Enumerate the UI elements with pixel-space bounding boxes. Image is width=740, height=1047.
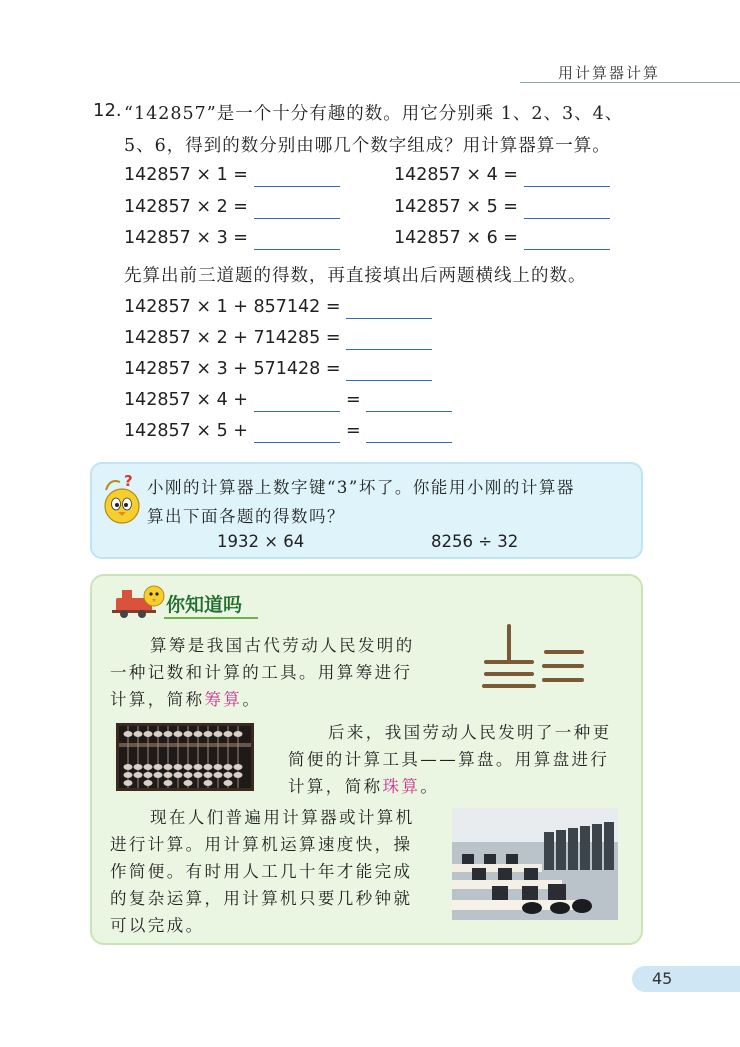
sum-equation-2: 142857 × 2 + 714285 = xyxy=(124,328,341,348)
abacus-text-line3: 计算，简称珠算。 xyxy=(288,777,440,796)
counting-rods-image xyxy=(478,620,588,692)
answer-blank[interactable] xyxy=(254,249,340,250)
computer-text-line4: 的复杂运算，用计算机只要几秒钟就 xyxy=(110,889,413,908)
tip-expression-1: 1932 × 64 xyxy=(217,532,305,551)
answer-blank[interactable] xyxy=(346,349,432,350)
counting-rods-text-line2: 一种记数和计算的工具。用算筹进行 xyxy=(110,663,413,682)
answer-blank[interactable] xyxy=(346,380,432,381)
sum-equation-1: 142857 × 1 + 857142 = xyxy=(124,297,341,317)
tip-expression-2: 8256 ÷ 32 xyxy=(431,532,519,551)
svg-text:?: ? xyxy=(124,472,133,490)
answer-blank[interactable] xyxy=(366,442,452,443)
problem-text-line2: 5、6，得到的数分别由哪几个数字组成？用计算器算一算。 xyxy=(124,136,611,156)
computer-text-line1: 现在人们普遍用计算器或计算机 xyxy=(150,808,415,827)
equation-right-3: 142857 × 6 = xyxy=(394,228,518,248)
problem-number: 12. xyxy=(93,100,122,121)
computer-text-line2: 进行计算。用计算机运算速度快，操 xyxy=(110,835,413,854)
problem-text-line1: “142857”是一个十分有趣的数。用它分别乘 1、2、3、4、 xyxy=(124,104,624,124)
sum-equation-3: 142857 × 3 + 571428 = xyxy=(124,359,341,379)
answer-blank[interactable] xyxy=(254,186,340,187)
answer-blank[interactable] xyxy=(524,218,610,219)
answer-blank[interactable] xyxy=(346,318,432,319)
equation-left-1: 142857 × 1 = xyxy=(124,165,248,185)
computer-room-image xyxy=(452,808,618,920)
tip-text-line2: 算出下面各题的得数吗？ xyxy=(147,507,345,526)
page-number-tab xyxy=(632,966,740,992)
equation-right-2: 142857 × 5 = xyxy=(394,197,518,217)
answer-blank[interactable] xyxy=(366,411,452,412)
answer-blank[interactable] xyxy=(254,218,340,219)
fill-equation-4-left: 142857 × 4 + xyxy=(124,390,248,410)
answer-blank[interactable] xyxy=(524,186,610,187)
answer-blank[interactable] xyxy=(254,442,340,443)
train-chick-icon xyxy=(108,580,168,620)
fill-equation-5-left: 142857 × 5 + xyxy=(124,421,248,441)
computer-text-line3: 作简便。有时用人工几十年才能完成 xyxy=(110,862,413,881)
abacus-text-line1: 后来，我国劳动人民发明了一种更 xyxy=(328,723,612,742)
abacus-text-line2: 简便的计算工具——算盘。用算盘进行 xyxy=(288,750,610,769)
chapter-title: 用计算器计算 xyxy=(558,64,661,82)
equals-sign: = xyxy=(346,421,361,441)
term-chousuan: 筹算 xyxy=(204,690,243,709)
title-underline xyxy=(164,617,258,619)
abacus-image xyxy=(116,723,254,791)
did-you-know-title: 你知道吗 xyxy=(166,594,243,616)
equation-right-1: 142857 × 4 = xyxy=(394,165,518,185)
counting-rods-text-line1: 算筹是我国古代劳动人民发明的 xyxy=(150,636,415,655)
computer-text-line5: 可以完成。 xyxy=(110,916,205,935)
equals-sign: = xyxy=(346,390,361,410)
counting-rods-text-line3: 计算，简称筹算。 xyxy=(110,690,262,709)
term-zhusuan: 珠算 xyxy=(382,777,421,796)
header-rule xyxy=(520,82,740,83)
answer-blank[interactable] xyxy=(254,411,340,412)
instruction-text: 先算出前三道题的得数，再直接填出后两题横线上的数。 xyxy=(124,266,587,286)
thinking-chick-icon xyxy=(96,470,144,526)
page-number: 45 xyxy=(652,969,673,988)
equation-left-3: 142857 × 3 = xyxy=(124,228,248,248)
tip-text-line1: 小刚的计算器上数字键“3”坏了。你能用小刚的计算器 xyxy=(147,478,575,497)
answer-blank[interactable] xyxy=(524,249,610,250)
equation-left-2: 142857 × 2 = xyxy=(124,197,248,217)
